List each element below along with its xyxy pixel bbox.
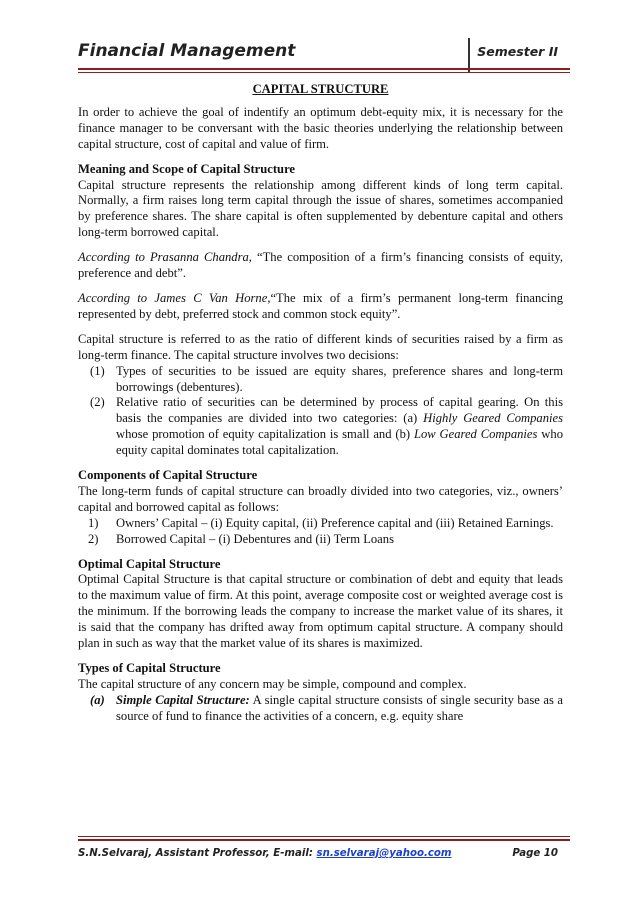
- header-divider: [468, 38, 470, 72]
- section-heading-optimal: Optimal Capital Structure: [78, 556, 221, 571]
- list-number: (2): [90, 395, 105, 410]
- decisions-list: [78, 364, 563, 459]
- quote-van-horne: [78, 291, 563, 323]
- ratio-paragraph: Capital structure is referred to as the ratio of different kinds of securities raised by a firm as long-term finance. The capital structure involves two decisions:: [78, 331, 563, 362]
- intro-paragraph: In order to achieve the goal of indentify an optimum debt-equity mix, it is necessary for the finance manager to be conversant with the basic theories underlying the relationship between capital structure, cost of capital and value of firm.: [78, 104, 563, 151]
- text-run: who equity capital dominates total capitalization.: [116, 427, 563, 458]
- page-header: [78, 38, 568, 70]
- footer-email-link[interactable]: sn.selvaraj@yahoo.com: [316, 848, 452, 859]
- header-title: Financial Management: [78, 41, 296, 61]
- list-item: [88, 532, 563, 548]
- list-text: Owners’ Capital – (i) Equity capital, (ii) Preference capital and (iii) Retained Earnings.: [116, 515, 554, 530]
- header-rule: [78, 68, 570, 70]
- optimal-paragraph: Optimal Capital Structure is that capital structure or combination of debt and equity that leads to the maximum value of firm. At this point, average composite cost or weighted average cost is the minimum. If the borrowing leads the company to increase the market value of its shares, it is said that the company has drifted away from optimum capital structure. A company should plan in such as way that the market value of its shares is maximized.: [78, 572, 563, 651]
- quote-author: According to James C Van Horne,: [78, 290, 271, 305]
- components-paragraph: The long-term funds of capital structure can broadly divided into two categories, viz., owners’ capital and borrowed capital as follows:: [78, 483, 563, 514]
- footer-author-text: S.N.Selvaraj, Assistant Professor, E-mail:: [78, 848, 317, 859]
- list-text: Borrowed Capital – (i) Debentures and (ii) Term Loans: [116, 531, 394, 546]
- list-text: [116, 693, 563, 725]
- term-simple-capital-structure: Simple Capital Structure:: [116, 692, 250, 707]
- page-footer: [78, 836, 568, 866]
- list-number: (1): [90, 363, 105, 378]
- text-run: whose promotion of equity capitalization is small and (b): [116, 427, 414, 442]
- list-item: [90, 693, 563, 725]
- footer-page-number: Page 10: [512, 848, 558, 859]
- list-text: [116, 395, 563, 459]
- text-run: Relative ratio of securities can be determined by process of capital gearing. On this basis the companies are divided into two categories: (a): [116, 395, 563, 426]
- list-item: [90, 364, 563, 396]
- section-heading-types: Types of Capital Structure: [78, 661, 221, 675]
- quote-prasanna: [78, 250, 563, 282]
- text-run: A single capital structure consists of single security base as a source of fund to finance the activities of a concern, e.g. equity share: [116, 692, 563, 723]
- footer-rule: [78, 839, 570, 841]
- section-heading-components: Components of Capital Structure: [78, 468, 258, 483]
- list-text: Types of securities to be issued are equity shares, preference shares and long-term borrowings (debentures).: [116, 363, 563, 394]
- header-rule-thin: [78, 72, 570, 73]
- list-number: (a): [90, 692, 105, 707]
- list-item: [90, 395, 563, 459]
- page-title: CAPITAL STRUCTURE: [252, 82, 389, 96]
- section-heading-meaning: Meaning and Scope of Capital Structure: [78, 161, 296, 176]
- types-list: [78, 693, 563, 725]
- list-number: 1): [88, 515, 99, 530]
- list-number: 2): [88, 531, 99, 546]
- term-low-geared: Low Geared Companies: [413, 427, 538, 442]
- page-body: [78, 82, 563, 734]
- footer-rule-thin: [78, 836, 570, 837]
- header-semester: Semester II: [477, 44, 558, 59]
- components-list: [78, 516, 563, 548]
- list-item: [88, 516, 563, 532]
- quote-text: “The mix of a firm’s permanent long-term financing represented by debt, preferred stock and common stock equity”.: [78, 290, 563, 321]
- footer-author: [78, 848, 452, 859]
- meaning-paragraph: Capital structure represents the relationship among different kinds of long term capital. Normally, a firm raises long term capital through the issue of shares, sometimes accompanied by preference shares. The share capital is often supplemented by debenture capital and others long-term borrowed capital.: [78, 177, 563, 240]
- types-paragraph: The capital structure of any concern may be simple, compound and complex.: [78, 676, 467, 691]
- quote-text: “The composition of a firm’s financing consists of equity, preference and debt”.: [78, 250, 563, 281]
- term-highly-geared: Highly Geared Companies: [423, 411, 564, 426]
- quote-author: According to Prasanna Chandra,: [78, 250, 252, 265]
